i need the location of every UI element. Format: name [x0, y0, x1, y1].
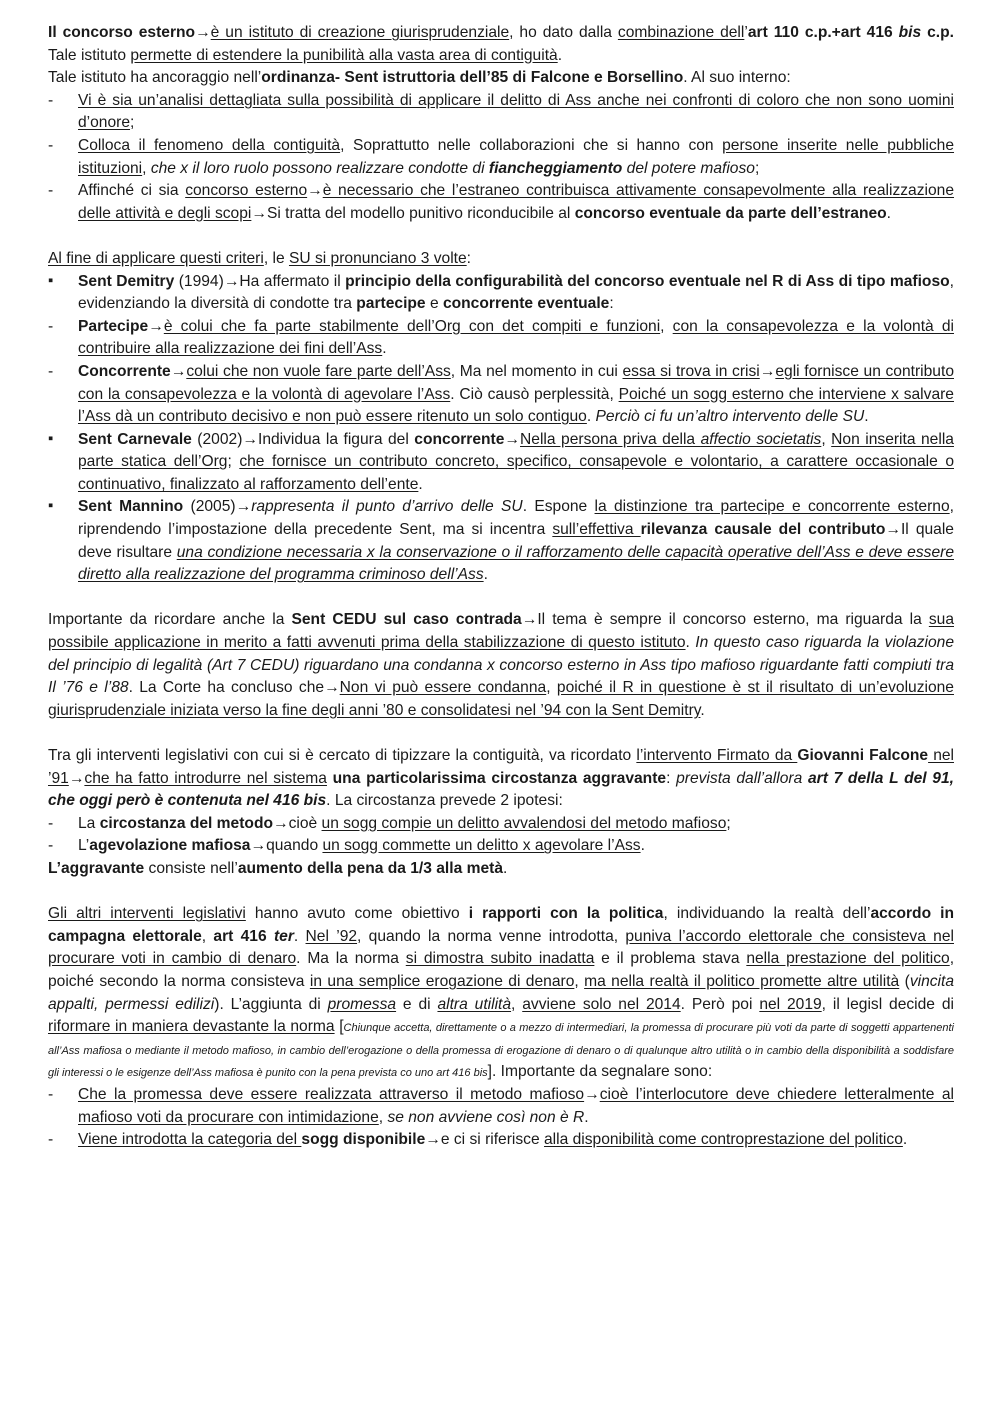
- text-span: partecipe: [356, 295, 426, 313]
- paragraph-su-intro: [48, 248, 954, 271]
- text-span: e ci si riferisce: [440, 1131, 544, 1149]
- text-span: . Espone: [522, 498, 595, 516]
- text-span: riformare in maniera devastante la norma: [48, 1018, 335, 1036]
- text-span: Poiché un sogg esterno che interviene x salvare l’Ass dà un contributo decisivo e non può essere ritenuto un solo contiguo: [78, 385, 954, 426]
- text-span: .: [382, 340, 387, 358]
- text-span: , quando la norma venne introdotta,: [357, 927, 626, 945]
- text-span: egli fornisce un contributo con la consapevolezza e la volontà di agevolare l’Ass: [78, 362, 954, 403]
- text-span: si dimostra subito inadatta: [405, 950, 595, 968]
- blank-line: [48, 881, 954, 904]
- text-span: .: [886, 204, 892, 222]
- text-span: Vi è sia un’analisi dettagliata sulla possibilità di applicare il delitto di Ass anche nei confronti di coloro che non sono uomini d’onore: [78, 91, 954, 132]
- text-span: , il legisl decide di: [821, 995, 954, 1013]
- text-span: Nel ’92: [305, 927, 358, 945]
- arrow-glyph: →: [195, 24, 211, 41]
- text-span: quando: [266, 837, 323, 855]
- text-span: ). L’aggiunta di: [214, 995, 328, 1013]
- blank-line: [48, 225, 954, 248]
- text-span: combinazione dell: [617, 24, 745, 41]
- text-span: in una semplice erogazione di denaro: [309, 972, 575, 990]
- text-span: . Al suo interno:: [683, 69, 791, 87]
- text-span: Si tratta del modello punitivo riconducibile al: [266, 204, 575, 222]
- text-span: Ha affermato il: [239, 272, 346, 290]
- text-span: prevista dall’allora: [676, 769, 808, 787]
- text-span: Importante da ricordare anche la: [48, 611, 292, 629]
- arrow-glyph: →: [307, 182, 323, 200]
- text-span: e: [425, 295, 443, 313]
- text-span: ;: [754, 159, 760, 177]
- text-span: alla disponibilità come controprestazione del politico: [544, 1131, 903, 1149]
- text-span: è un istituto di creazione giurisprudenziale: [210, 24, 510, 41]
- text-span: :: [666, 769, 677, 787]
- text-span: .: [557, 46, 563, 64]
- text-span: ;: [227, 453, 240, 471]
- text-span: .: [418, 475, 423, 493]
- document-page: [48, 22, 954, 1152]
- text-span: art 110 c.p.+art 416: [747, 24, 899, 41]
- paragraph-cedu-contrada: [48, 609, 954, 722]
- text-span: SU si pronunciano 3 volte: [288, 249, 467, 267]
- text-span: Il tema è sempre il concorso esterno, ma riguarda la: [537, 611, 929, 629]
- text-span: ,: [511, 995, 523, 1013]
- term-concorso-esterno: Il concorso esterno: [48, 24, 196, 41]
- text-span: Tale istituto: [48, 46, 131, 64]
- text-span: Tra gli interventi legislativi con cui si è cercato di tipizzare la contiguità, va ricordato: [48, 747, 637, 764]
- bullet-sent-carnevale: [48, 429, 954, 497]
- text-span: circostanza del metodo: [99, 814, 273, 832]
- text-span: . Ma la norma: [296, 950, 406, 968]
- text-span: c.p.: [927, 24, 954, 41]
- text-span: Partecipe: [78, 317, 149, 335]
- text-span: . Ciò causò perplessità,: [450, 385, 619, 403]
- text-span: In questo caso riguarda la violazione del principio di legalità (Art 7 CEDU) riguardano una condanna x concorso esterno in Ass tipo mafioso riguardante fatti compiuti tra Il ’76 e l’88: [48, 634, 955, 697]
- arrow-glyph: →: [324, 679, 340, 697]
- text-span: ma nella realtà il politico promette altre utilità: [584, 972, 900, 990]
- text-span: poiché il R in questione è st il risultato di un’evoluzione giurisprudenziale iniziata verso la fine degli anni ’80 e consolidatesi nel ’94 con la Sent Demitry: [48, 679, 954, 719]
- text-span: ]. Importante da segnalare sono:: [487, 1063, 713, 1081]
- text-span: . La Corte ha concluso che: [128, 679, 325, 697]
- arrow-glyph: →: [504, 430, 521, 448]
- text-span: una condizione necessaria x la conservazione o il rafforzamento delle capacità operative dell’Ass e deve essere diretto alla realizzazione del programma criminoso dell’Ass: [78, 543, 954, 584]
- text-span: altra utilità: [437, 995, 512, 1013]
- text-span: ,: [378, 1108, 388, 1126]
- text-span: ,: [660, 317, 673, 335]
- text-span: Sent Mannino: [78, 498, 184, 516]
- bullet-sent-demitry: [48, 271, 954, 316]
- text-span: ter: [273, 927, 294, 945]
- text-span: , Ma nel momento in cui: [450, 362, 623, 380]
- text-span: che fornisce un contributo concreto, specifico, consapevole e volontario, a carattere occasionale o continuativo, finalizzato al rafforzamento dell’ente: [78, 453, 954, 493]
- text-span: permette di estendere la punibilità alla vasta area di contiguità: [130, 46, 558, 64]
- text-span: Nella persona priva della: [520, 430, 701, 448]
- list-item: [48, 316, 954, 361]
- text-span: Perciò ci fu un’altro intervento delle SU: [595, 408, 865, 426]
- text-span: :: [466, 249, 472, 267]
- text-span: , poiché secondo la norma consisteva: [48, 950, 955, 990]
- text-span: e il problema stava: [594, 950, 747, 968]
- text-span: Sent Carnevale: [78, 430, 192, 448]
- text-span: con la consapevolezza e la volontà di contribuire alla realizzazione dei fini dell’Ass: [78, 317, 954, 358]
- text-span: (2005): [183, 498, 236, 516]
- arrow-glyph: →: [759, 362, 776, 380]
- text-span: Non inserita nella parte statica dell’Org: [78, 430, 954, 471]
- text-span: i rapporti con la politica: [468, 905, 664, 923]
- text-span: ;: [130, 114, 135, 132]
- text-span: cioè l’interlocutore deve chiedere letteralmente al mafioso voti da procurare con intimidazione: [78, 1085, 954, 1126]
- text-span: (2002): [191, 430, 243, 448]
- text-span: Sent Demitry: [78, 272, 175, 290]
- text-span: è colui che fa parte stabilmente dell’Org con det compiti e funzioni: [163, 317, 661, 335]
- text-span: principio della configurabilità del concorso eventuale nel R di Ass di tipo mafioso: [345, 272, 950, 290]
- text-span: , le: [263, 249, 289, 267]
- text-span: Affinché ci sia: [78, 182, 186, 200]
- text-span: La: [78, 814, 100, 832]
- text-span: :: [609, 295, 614, 313]
- text-span: vincita appalti, permessi edilizi: [48, 972, 955, 1013]
- quoted-norm: Chiunque accetta, direttamente o a mezzo di intermediari, la promessa di procurare più voti da parte di soggetti appartenenti all’Ass mafiosa o mediante il metodo mafioso, in cambio dell’erogazione o della promessa di erogazione di denaro o di qualunque altro utilità o in cambio della disponibilità a soddisfare gli interessi o le esigenze dell’Ass mafiosa è punito con la pena prevista co uno art 416 bis: [48, 1022, 954, 1080]
- text-span: ;: [726, 814, 731, 832]
- text-span: .: [293, 927, 306, 945]
- text-span: Che la promessa deve essere realizzata attraverso il metodo mafioso: [78, 1085, 585, 1103]
- text-span: Sent CEDU sul caso contrada: [291, 611, 522, 629]
- arrow-glyph: →: [273, 814, 289, 832]
- text-span: rappresenta il punto d’arrivo delle SU: [251, 498, 523, 516]
- text-span: nella prestazione del politico: [746, 950, 950, 968]
- list-item: [48, 90, 954, 135]
- arrow-glyph: →: [425, 1131, 441, 1149]
- arrow-glyph: →: [521, 611, 538, 629]
- blank-line: [48, 722, 954, 745]
- text-span: , evidenziando la diversità di condotte tra: [78, 272, 954, 313]
- arrow-glyph: →: [223, 272, 240, 290]
- text-span: (1994): [174, 272, 224, 290]
- text-span: nel 2019: [759, 995, 822, 1013]
- arrow-glyph: →: [251, 204, 267, 222]
- text-span: la distinzione tra partecipe e concorrente esterno: [594, 498, 950, 516]
- text-span: . Però poi: [680, 995, 760, 1013]
- text-span: Non vi può essere condanna: [339, 679, 547, 697]
- arrow-glyph: →: [242, 430, 258, 448]
- text-span: se non avviene così non è R: [387, 1108, 585, 1126]
- text-span: accordo in campagna elettorale: [48, 905, 954, 945]
- arrow-glyph: →: [170, 362, 187, 380]
- text-span: , ho dato dalla: [509, 24, 618, 41]
- text-span: .: [503, 859, 508, 877]
- text-span: promessa: [327, 995, 397, 1013]
- text-span: Tale istituto ha ancoraggio nell’: [48, 69, 262, 87]
- list-item: [48, 835, 954, 858]
- text-span: del potere mafioso: [622, 159, 755, 177]
- text-span: nel ’91: [48, 747, 954, 787]
- arrow-glyph: →: [148, 317, 164, 335]
- blank-line: [48, 587, 954, 610]
- text-span: Viene introdotta la categoria del: [78, 1131, 302, 1149]
- text-span: L’aggravante: [48, 859, 145, 877]
- paragraph-416-ter: [48, 903, 954, 1084]
- text-span: Giovanni Falcone: [797, 747, 929, 764]
- text-span: concorrente eventuale: [442, 295, 610, 313]
- text-span: L’: [78, 837, 90, 855]
- text-span: sogg disponibile: [301, 1131, 426, 1149]
- text-span: Colloca il fenomeno della contiguità: [78, 136, 341, 154]
- text-span: (: [899, 972, 910, 990]
- text-span: ,: [201, 927, 214, 945]
- text-span: art 7 della L del 91, che oggi però è contenuta nel 416 bis: [48, 769, 954, 810]
- text-span: consiste nell’: [144, 859, 238, 877]
- text-span: colui che non vuole fare parte dell’Ass: [186, 362, 451, 380]
- text-span: . La circostanza prevede 2 ipotesi:: [326, 792, 563, 810]
- text-span: persone inserite nelle pubbliche istituzioni: [78, 136, 955, 177]
- arrow-glyph: →: [584, 1085, 600, 1103]
- text-span: ,: [546, 679, 557, 697]
- text-span: fiancheggiamento: [488, 159, 623, 177]
- text-span: , riprendendo l’impostazione della precedente Sent, ma si incentra: [78, 498, 954, 539]
- text-span: .: [586, 408, 596, 426]
- text-span: sull’effettiva: [552, 521, 641, 539]
- text-span: , individuando la realtà dell’: [663, 905, 871, 923]
- list-item: [48, 1129, 954, 1152]
- list-item: [48, 180, 954, 225]
- text-span: un sogg commette un delitto x agevolare l’Ass: [322, 837, 641, 855]
- list-item: [48, 135, 954, 180]
- text-span: concorso eventuale da parte dell’estraneo: [574, 204, 887, 222]
- text-span: .: [483, 566, 488, 584]
- text-span: ’: [744, 24, 748, 41]
- arrow-glyph: →: [250, 837, 267, 855]
- text-span: .: [700, 701, 705, 719]
- list-item: [48, 361, 954, 429]
- text-span: ,: [142, 159, 151, 177]
- text-span: avviene solo nel 2014: [522, 995, 681, 1013]
- list-item: [48, 1084, 954, 1129]
- text-span: concorrente: [414, 430, 505, 448]
- text-span: un sogg compie un delitto avvalendosi del metodo mafioso: [321, 814, 727, 832]
- text-span: Al fine di applicare questi criteri: [48, 249, 264, 267]
- text-span: .: [584, 1108, 589, 1126]
- text-span: cioè: [288, 814, 322, 832]
- text-span: puniva l’accordo elettorale che consisteva nel procurare voti in cambio di denaro: [48, 927, 954, 968]
- text-span: essa si trova in crisi: [622, 362, 760, 380]
- text-span: art 416: [213, 927, 274, 945]
- arrow-glyph: →: [885, 521, 901, 539]
- text-span: rilevanza causale del contributo: [640, 521, 886, 539]
- text-span: ,: [821, 430, 832, 448]
- text-span: ordinanza- Sent istruttoria dell’85 di Falcone e Borsellino: [261, 69, 684, 87]
- text-span: [: [334, 1018, 344, 1036]
- text-span: aumento della pena da 1/3 alla metà: [237, 859, 504, 877]
- text-span: una particolarissima circostanza aggravante: [332, 769, 667, 787]
- text-span: , Soprattutto nelle collaborazioni che si hanno con: [340, 136, 723, 154]
- text-span: .: [685, 634, 696, 652]
- text-span: affectio societatis: [700, 430, 822, 448]
- text-span: e di: [396, 995, 438, 1013]
- text-span: Individua la figura del: [257, 430, 415, 448]
- text-span: agevolazione mafiosa: [89, 837, 251, 855]
- text-span: hanno avuto come obiettivo: [245, 905, 469, 923]
- text-span: l’intervento Firmato da: [636, 747, 798, 764]
- text-span: è necessario che l’estraneo contribuisca attivamente consapevolmente alla realizzazione delle attività e degli scopi: [78, 182, 954, 222]
- text-span: sua possibile applicazione in merito a fatti avvenuti prima della stabilizzazione di questo istituto: [48, 611, 954, 652]
- paragraph-interventi-legislativi: [48, 745, 954, 813]
- text-span: ,: [574, 972, 585, 990]
- text-span: Gli altri interventi legislativi: [48, 905, 246, 923]
- text-span: che x il loro ruolo possono realizzare condotte di: [150, 159, 489, 177]
- list-item: [48, 813, 954, 836]
- arrow-glyph: →: [235, 498, 252, 516]
- bullet-sent-mannino: [48, 496, 954, 586]
- paragraph-ordinanza: [48, 67, 954, 90]
- arrow-glyph: →: [68, 769, 85, 787]
- text-span: Il quale deve risultare: [78, 521, 954, 561]
- text-span: concorso esterno: [185, 182, 308, 200]
- text-span: .: [864, 408, 869, 426]
- text-span: bis: [898, 24, 922, 41]
- text-span: .: [902, 1131, 908, 1149]
- text-span: Concorrente: [78, 362, 171, 380]
- text-span: .: [640, 837, 645, 855]
- paragraph-aggravante: [48, 858, 954, 881]
- paragraph-concorso-esterno: [48, 22, 954, 67]
- text-span: che ha fatto introdurre nel sistema: [84, 769, 327, 787]
